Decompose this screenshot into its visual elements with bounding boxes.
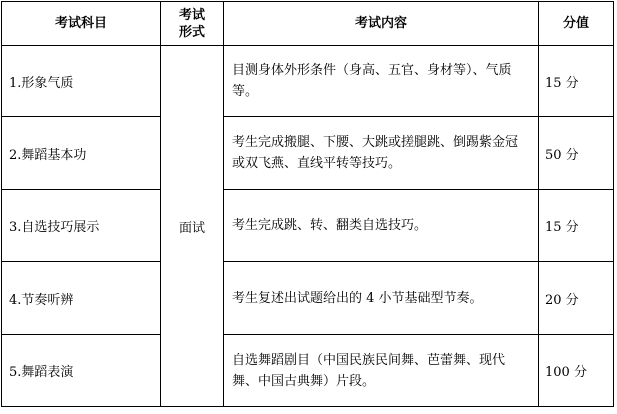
header-score: 分值: [539, 2, 614, 46]
table-row: [2, 46, 614, 117]
header-method-line1: 考试: [178, 7, 205, 23]
table-row: [2, 262, 614, 335]
subject-cell: 4.节奏听辨: [2, 262, 161, 335]
content-cell: 考生完成搬腿、下腰、大跳或搓腿跳、倒踢紫金冠或双飞燕、直线平转等技巧。: [224, 117, 539, 190]
score-cell: 50 分: [539, 117, 614, 190]
header-method-line2: 形式: [178, 24, 205, 40]
header-method: [161, 2, 224, 46]
header-row: [2, 2, 614, 46]
score-cell: 100 分: [539, 335, 614, 407]
score-cell: 15 分: [539, 190, 614, 262]
subject-cell: 5.舞蹈表演: [2, 335, 161, 407]
method-cell: 面试: [161, 46, 224, 407]
score-cell: 15 分: [539, 46, 614, 117]
exam-table: [1, 1, 614, 407]
content-cell: 自选舞蹈剧目（中国民族民间舞、芭蕾舞、现代舞、中国古典舞）片段。: [224, 335, 539, 407]
score-cell: 20 分: [539, 262, 614, 335]
subject-cell: 1.形象气质: [2, 46, 161, 117]
subject-cell: 3.自选技巧展示: [2, 190, 161, 262]
header-subject: 考试科目: [2, 2, 161, 46]
subject-cell: 2.舞蹈基本功: [2, 117, 161, 190]
table-row: [2, 190, 614, 262]
content-cell: 考生完成跳、转、翻类自选技巧。: [224, 190, 539, 262]
table-row: [2, 117, 614, 190]
content-cell: 目测身体外形条件（身高、五官、身材等）、气质等。: [224, 46, 539, 117]
header-content: 考试内容: [224, 2, 539, 46]
content-cell: 考生复述出试题给出的 4 小节基础型节奏。: [224, 262, 539, 335]
table-row: [2, 335, 614, 407]
